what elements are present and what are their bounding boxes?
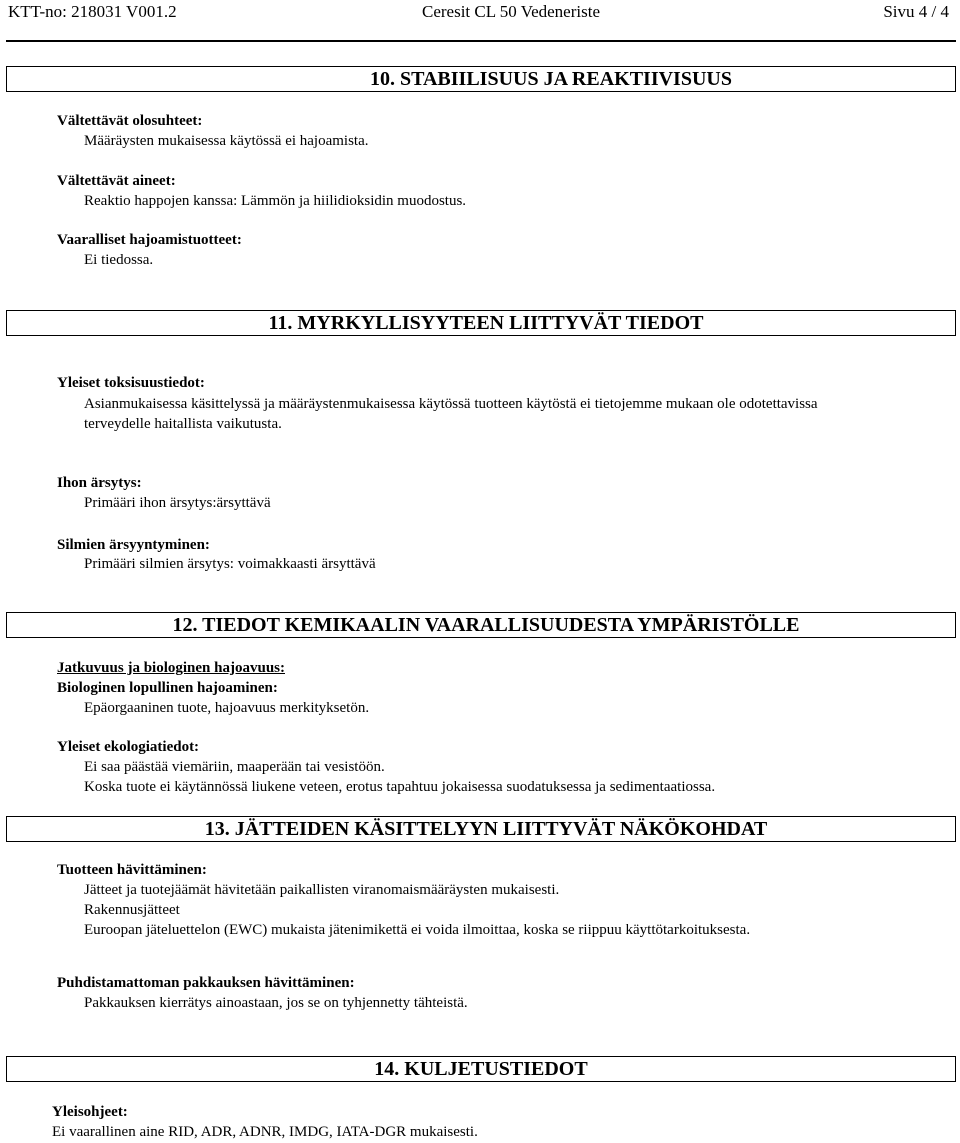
product-name: Ceresit CL 50 Vedeneriste: [422, 2, 600, 21]
section-11-title: 11. MYRKYLLISYYTEEN LIITTYVÄT TIEDOT: [268, 312, 704, 334]
conditions-label: Vältettävät olosuhteet:: [57, 113, 203, 129]
persistence-label: Jatkuvuus ja biologinen hajoavuus:: [57, 660, 285, 676]
section-13-title: 13. JÄTTEIDEN KÄSITTELYYN LIITTYVÄT NÄKÖKOHDAT: [204, 818, 768, 840]
section-10-title: 10. STABIILISUUS JA REAKTIIVISUUS: [370, 68, 732, 90]
document-id: KTT-no: 218031 V001.2: [8, 2, 177, 21]
biodegradation-text: Epäorgaaninen tuote, hajoavuus merkityksetön.: [84, 700, 370, 716]
packaging-disposal-text: Pakkauksen kierrätys ainoastaan, jos se on tyhjennetty tähteistä.: [84, 995, 468, 1011]
decomposition-text: Ei tiedossa.: [84, 252, 154, 268]
ecology-label: Yleiset ekologiatiedot:: [57, 739, 200, 755]
section-12-title: 12. TIEDOT KEMIKAALIN VAARALLISUUDESTA YMPÄRISTÖLLE: [172, 614, 800, 636]
transport-general-label: Yleisohjeet:: [52, 1104, 128, 1120]
biodegradation-label: Biologinen lopullinen hajoaminen:: [57, 680, 278, 696]
decomposition-label: Vaaralliset hajoamistuotteet:: [57, 232, 242, 248]
section-10-heading: [6, 66, 956, 92]
ecology-text-line-1: Ei saa päästää viemäriin, maaperään tai vesistöön.: [84, 759, 385, 775]
toxicity-text-line-2: terveydelle haitallista vaikutusta.: [84, 416, 282, 432]
product-disposal-label: Tuotteen hävittäminen:: [57, 862, 207, 878]
section-14-heading: [6, 1056, 956, 1082]
ecology-text-line-2: Koska tuote ei käytännössä liukene veteen, erotus tapahtuu jokaisessa suodatuksessa ja sedimentaatiossa.: [84, 779, 716, 795]
materials-text: Reaktio happojen kanssa: Lämmön ja hiilidioksidin muodostus.: [84, 193, 467, 209]
product-disposal-text-3: Euroopan jäteluettelon (EWC) mukaista jätenimikettä ei voida ilmoittaa, koska se riippuu käyttötarkoituksesta.: [84, 922, 751, 938]
header-divider: [6, 40, 956, 42]
conditions-text: Määräysten mukaisessa käytössä ei hajoamista.: [84, 133, 369, 149]
section-13-heading: [6, 816, 956, 842]
eye-irritation-label: Silmien ärsyyntyminen:: [57, 537, 210, 553]
section-12-heading: [6, 612, 956, 638]
page-header: [8, 0, 952, 26]
eye-irritation-text: Primääri silmien ärsytys: voimakkaasti ärsyttävä: [84, 556, 376, 572]
skin-irritation-label: Ihon ärsytys:: [57, 475, 142, 491]
toxicity-label: Yleiset toksisuustiedot:: [57, 375, 205, 391]
skin-irritation-text: Primääri ihon ärsytys:ärsyttävä: [84, 495, 271, 511]
section-11-heading: [6, 310, 956, 336]
product-disposal-text-1: Jätteet ja tuotejäämät hävitetään paikallisten viranomaismääräysten mukaisesti.: [84, 882, 560, 898]
materials-label: Vältettävät aineet:: [57, 173, 176, 189]
section-14-title: 14. KULJETUSTIEDOT: [374, 1058, 588, 1080]
transport-general-text: Ei vaarallinen aine RID, ADR, ADNR, IMDG, IATA-DGR mukaisesti.: [52, 1124, 478, 1140]
product-disposal-text-2: Rakennusjätteet: [84, 902, 180, 918]
packaging-disposal-label: Puhdistamattoman pakkauksen hävittäminen:: [57, 975, 355, 991]
toxicity-text-line-1: Asianmukaisessa käsittelyssä ja määräystenmukaisessa käytössä tuotteen käytöstä ei tietojemme mukaan ole odotettavissa: [84, 396, 818, 412]
page-number: Sivu 4 / 4: [883, 2, 949, 21]
